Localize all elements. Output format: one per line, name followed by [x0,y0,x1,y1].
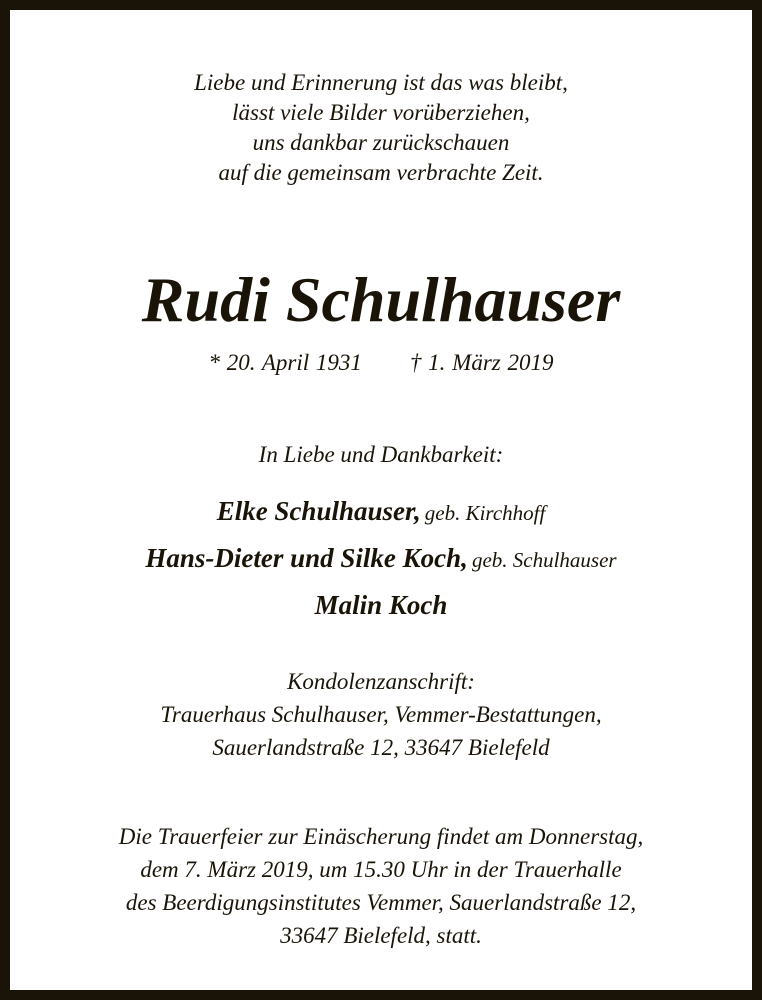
condolence-line: Trauerhaus Schulhauser, Vemmer-Bestattungen, [160,702,602,727]
funeral-line: dem 7. März 2019, um 15.30 Uhr in der Trauerhalle [140,857,622,882]
mourners-list [10,490,752,631]
mourner: Hans-Dieter und Silke Koch, geb. Schulhauser [145,543,617,573]
verse-line: lässt viele Bilder vorüberziehen, [232,100,530,125]
mourner: Elke Schulhauser, geb. Kirchhoff [216,496,546,526]
birth-date: * 20. April 1931 [208,350,362,375]
verse-line: auf die gemeinsam verbrachte Zeit. [218,160,544,185]
obituary-notice [10,10,752,990]
mourners-intro: In Liebe und Dankbarkeit: [258,442,504,467]
mourner: Malin Koch [314,590,448,620]
life-dates [10,348,752,378]
condolence-line: Sauerlandstraße 12, 33647 Bielefeld [212,735,550,760]
funeral-line: 33647 Bielefeld, statt. [280,923,482,948]
funeral-info [10,820,752,952]
verse-line: uns dankbar zurückschauen [252,130,510,155]
condolence-line: Kondolenzanschrift: [287,669,475,694]
death-date: † 1. März 2019 [409,350,554,375]
verse-line: Liebe und Erinnerung ist das was bleibt, [194,70,568,95]
funeral-line: des Beerdigungsinstitutes Vemmer, Sauerlandstraße 12, [125,890,637,915]
deceased-name: Rudi Schulhauser [141,264,621,335]
memorial-verse [10,68,752,188]
condolence-address [10,665,752,764]
funeral-line: Die Trauerfeier zur Einäscherung findet am Donnerstag, [118,824,644,849]
